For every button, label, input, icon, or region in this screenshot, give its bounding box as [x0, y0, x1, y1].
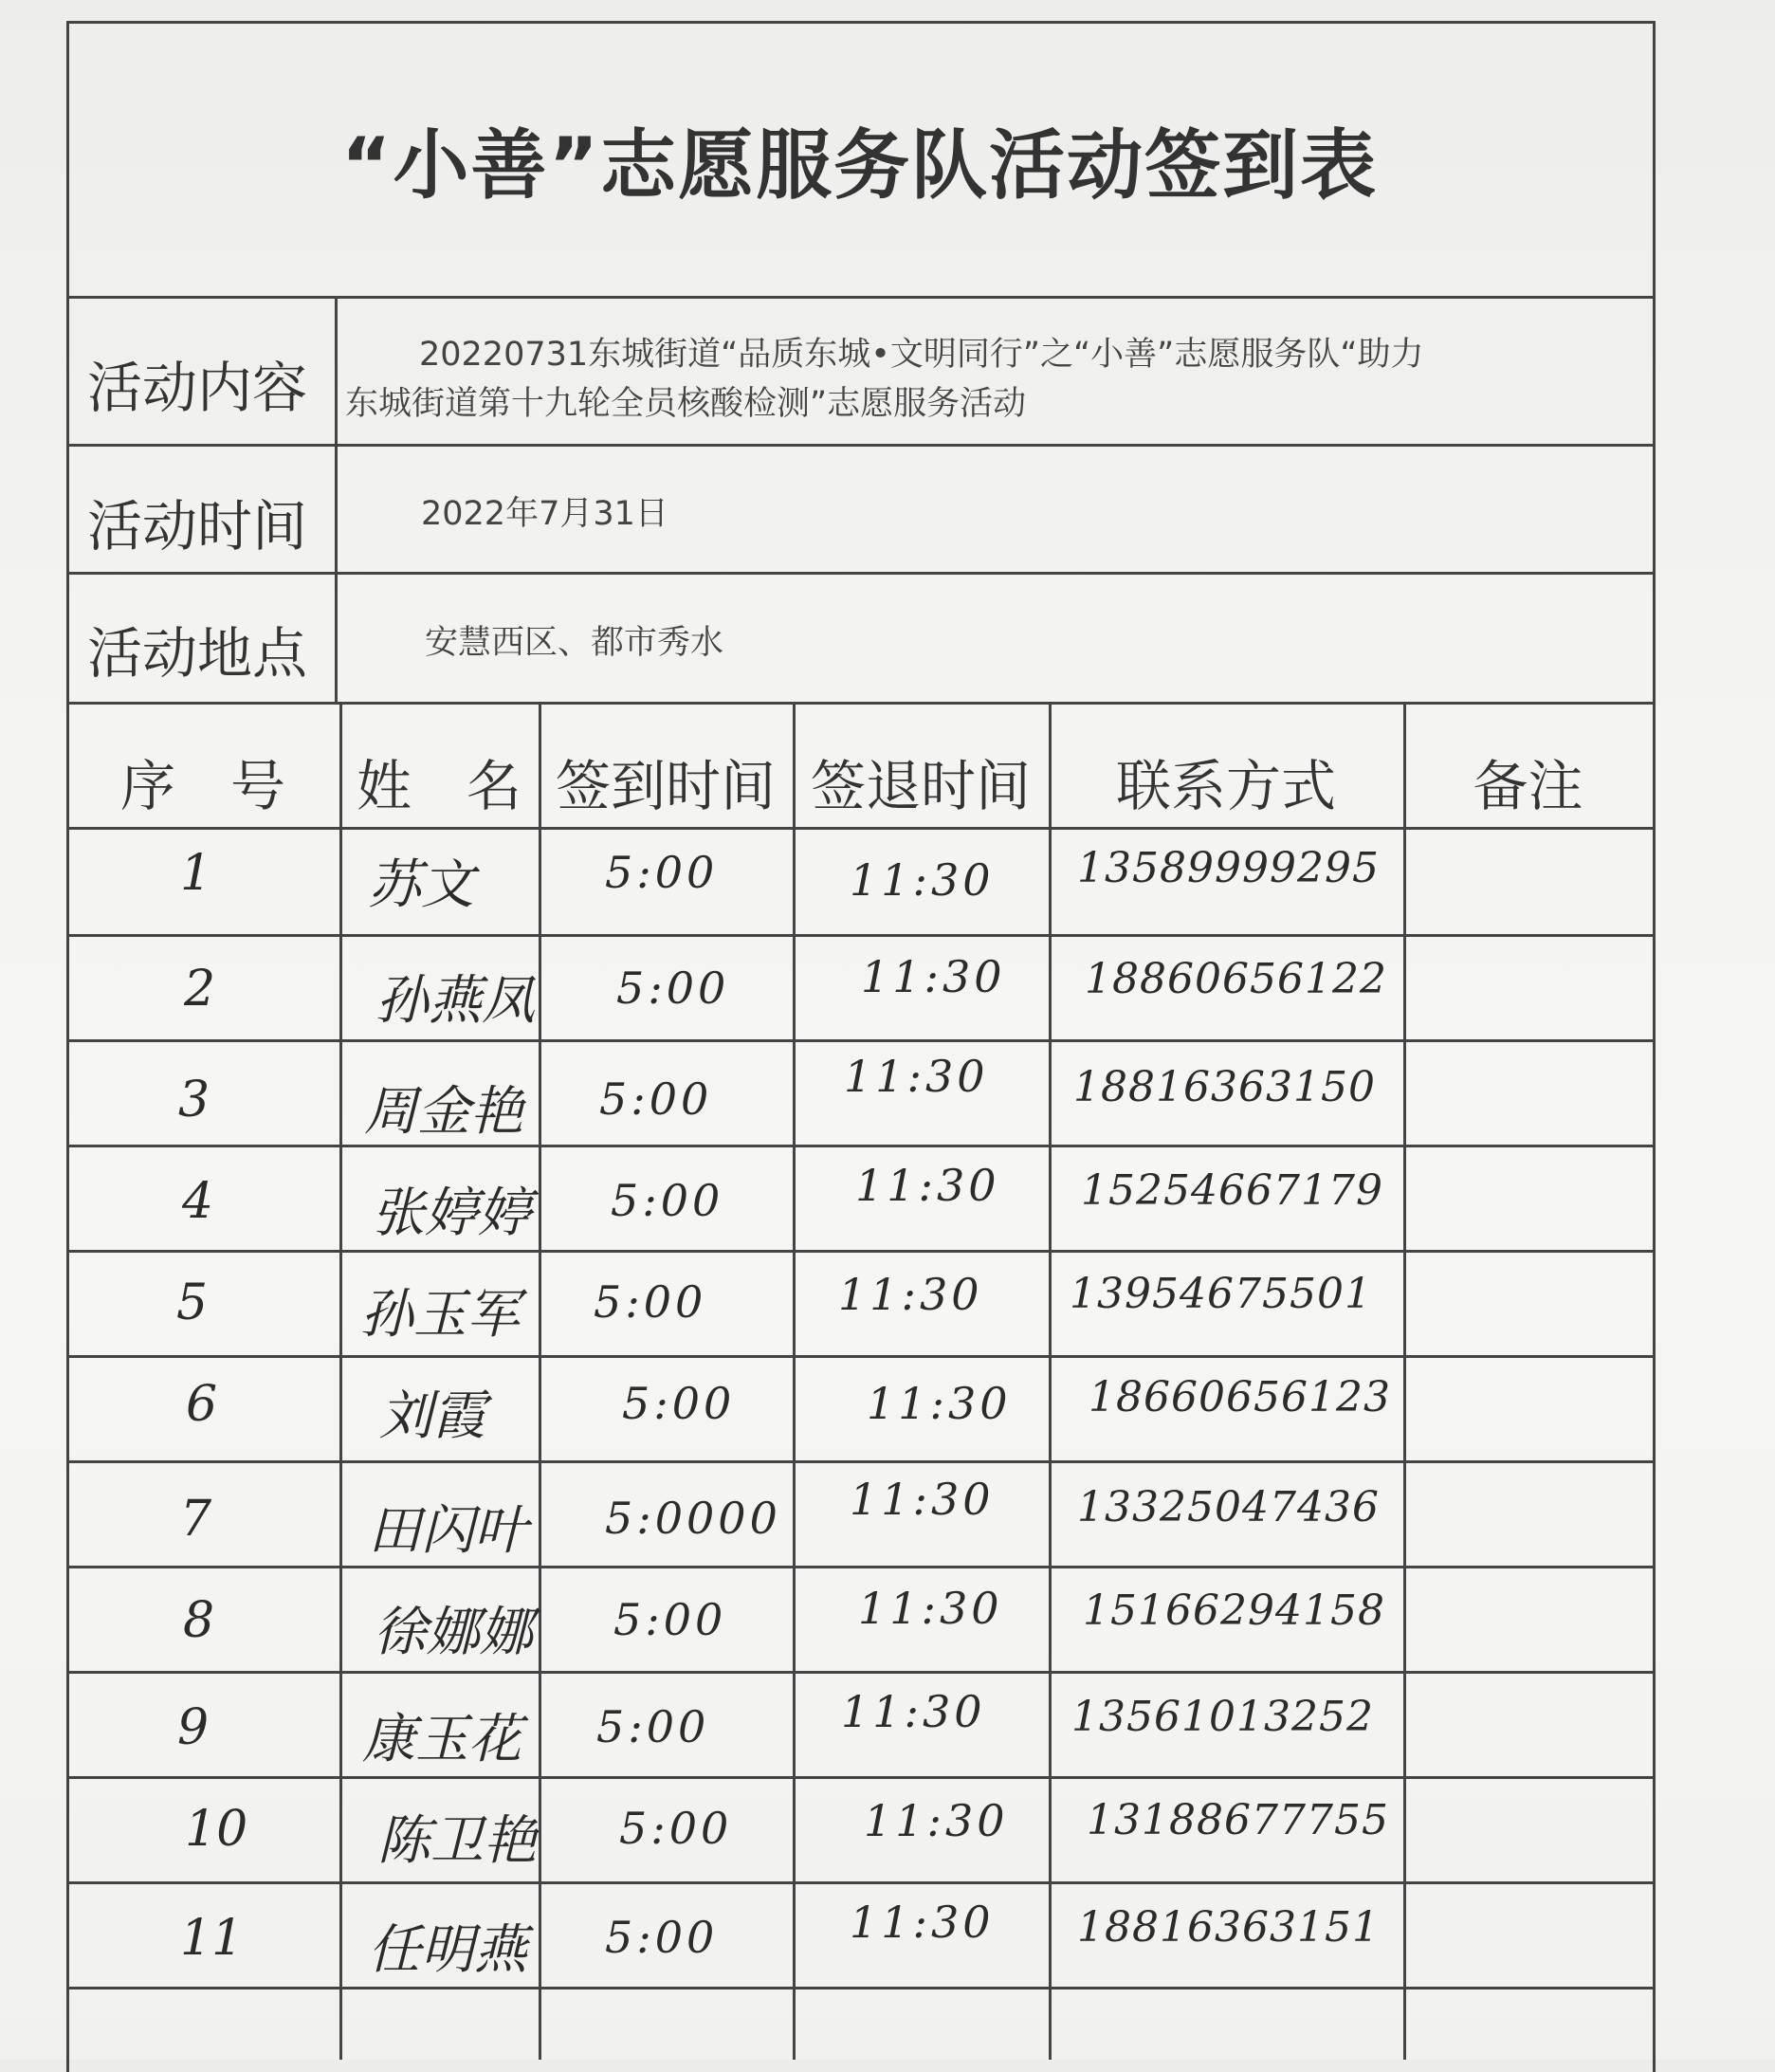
signature-name: 孙玉军 [360, 1283, 520, 1346]
column-divider [539, 702, 541, 2060]
row-divider [66, 1566, 1653, 1568]
row-number: 7 [180, 1490, 212, 1548]
place-value: 安慧西区、都市秀水 [425, 624, 724, 662]
signature-name: 张婷婷 [372, 1182, 531, 1244]
signature-name: 康玉花 [362, 1708, 522, 1770]
signature-name: 刘霞 [379, 1384, 485, 1447]
signin-time: 5:00 [594, 1275, 707, 1328]
signout-time: 11:30 [838, 1268, 983, 1320]
place-label: 活动地点 [87, 621, 308, 686]
row-divider [66, 1250, 1653, 1253]
signin-time: 5:00 [619, 1802, 733, 1854]
column-divider [1049, 702, 1052, 2060]
row-divider [66, 1671, 1653, 1674]
signout-time: 11:30 [858, 1582, 1003, 1634]
signin-time: 5:00 [616, 962, 730, 1014]
header-name: 姓 名 [356, 754, 522, 818]
row-divider [66, 827, 1653, 830]
row-divider [66, 1145, 1653, 1147]
column-divider [339, 702, 342, 2060]
divider [66, 296, 1653, 299]
signout-time: 11:30 [844, 1050, 989, 1102]
signout-time: 11:30 [850, 853, 995, 906]
row-divider [66, 1987, 1653, 1989]
row-divider [66, 1881, 1653, 1884]
row-number: 10 [185, 1800, 248, 1858]
signin-time: 5:00 [622, 1377, 736, 1429]
time-label: 活动时间 [87, 494, 308, 559]
row-number: 5 [176, 1274, 209, 1331]
signature-name: 田闪叶 [368, 1499, 527, 1562]
signin-time: 5:00 [596, 1700, 710, 1752]
signin-time: 5:00 [605, 846, 719, 898]
row-number: 4 [182, 1172, 214, 1230]
page-title: “小善”志愿服务队活动签到表 [340, 121, 1379, 210]
contact-phone: 18816363150 [1073, 1062, 1376, 1111]
header-number: 序 号 [119, 754, 285, 818]
signout-time: 11:30 [850, 1896, 995, 1948]
contact-phone: 13954675501 [1070, 1269, 1372, 1318]
signature-name: 周金艳 [364, 1080, 523, 1143]
content-line-1: 20220731东城街道“品质东城•文明同行”之“小善”志愿服务队“助力 [419, 336, 1424, 374]
contact-phone: 13325047436 [1077, 1482, 1380, 1531]
row-number: 3 [178, 1071, 210, 1128]
header-contact: 联系方式 [1115, 754, 1336, 818]
row-number: 8 [183, 1591, 215, 1649]
row-divider [66, 1460, 1653, 1463]
row-number: 2 [184, 960, 216, 1018]
divider [66, 702, 1653, 705]
signin-time: 5:00 [599, 1073, 713, 1125]
contact-phone: 13188677755 [1087, 1795, 1389, 1844]
content-line-2: 东城街道第十九轮全员核酸检测”志愿服务活动 [345, 385, 1027, 423]
signout-time: 11:30 [867, 1377, 1012, 1429]
contact-phone: 18860656122 [1085, 954, 1387, 1003]
row-number: 9 [177, 1698, 210, 1756]
contact-phone: 18816363151 [1077, 1902, 1380, 1952]
divider [66, 444, 1653, 447]
row-number: 1 [180, 844, 212, 902]
signature-name: 苏文 [368, 853, 474, 916]
time-value: 2022年7月31日 [421, 495, 668, 533]
row-number: 11 [180, 1909, 244, 1967]
row-divider [66, 1355, 1653, 1358]
signout-time: 11:30 [864, 1794, 1009, 1846]
header-note: 备注 [1473, 754, 1583, 818]
column-divider [1403, 702, 1406, 2060]
contact-phone: 15254667179 [1081, 1165, 1383, 1215]
signout-time: 11:30 [855, 1159, 1000, 1211]
row-number: 6 [186, 1375, 218, 1433]
contact-phone: 18660656123 [1089, 1372, 1391, 1421]
signout-time: 11:30 [850, 1473, 995, 1525]
divider [66, 572, 1653, 575]
signout-time: 11:30 [861, 950, 1006, 1002]
column-divider [793, 702, 796, 2060]
signout-time: 11:30 [841, 1685, 986, 1737]
table-frame [66, 21, 1656, 2072]
row-divider [66, 1776, 1653, 1779]
signature-name: 徐娜娜 [374, 1601, 533, 1663]
content-label: 活动内容 [87, 356, 308, 420]
signin-time: 5:00 [613, 1593, 727, 1645]
contact-phone: 13589999295 [1077, 843, 1380, 892]
row-divider [66, 1039, 1653, 1042]
row-divider [66, 934, 1653, 937]
signin-time: 5:00 [611, 1174, 724, 1226]
signature-name: 任明燕 [368, 1918, 527, 1981]
divider [335, 296, 338, 702]
header-signin-time: 签到时间 [555, 754, 776, 818]
header-signout-time: 签退时间 [810, 754, 1031, 818]
contact-phone: 13561013252 [1071, 1692, 1374, 1741]
signature-name: 孙燕凤 [375, 969, 535, 1032]
contact-phone: 15166294158 [1083, 1586, 1385, 1635]
signin-time: 5:0000 [605, 1492, 781, 1544]
signature-name: 陈卫艳 [377, 1809, 537, 1872]
signin-time: 5:00 [605, 1911, 719, 1963]
